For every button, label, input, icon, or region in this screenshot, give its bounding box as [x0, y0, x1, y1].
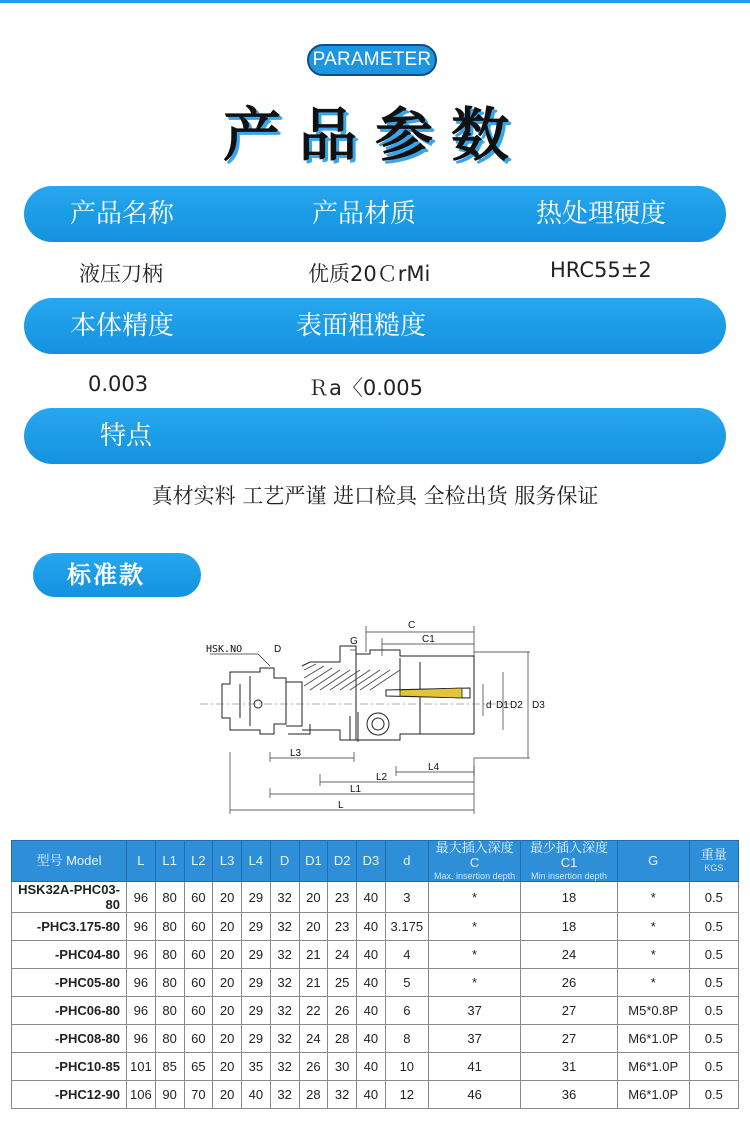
- label-hsk: HSK.NO: [206, 644, 243, 655]
- table-cell: M6*1.0P: [617, 1081, 689, 1109]
- header-main-label: D2: [333, 852, 351, 868]
- table-cell: 20: [213, 913, 242, 941]
- table-cell: M6*1.0P: [617, 1053, 689, 1081]
- table-cell: 40: [357, 882, 386, 913]
- table-cell: 20: [213, 1053, 242, 1081]
- table-cell: 29: [242, 969, 271, 997]
- band-label-product-name: 产品名称: [70, 199, 175, 229]
- table-cell: 101: [127, 1053, 156, 1081]
- table-row: [12, 1025, 739, 1053]
- label-c: C: [408, 620, 416, 631]
- table-cell: 4: [385, 941, 428, 969]
- table-cell: 80: [155, 941, 184, 969]
- table-header-cell: [385, 841, 428, 882]
- table-cell: 0.5: [689, 1053, 738, 1081]
- value-precision: 0.003: [88, 372, 149, 396]
- table-cell: 85: [155, 1053, 184, 1081]
- table-cell: 32: [270, 941, 299, 969]
- model-cell: -PHC3.175-80: [12, 913, 127, 941]
- table-cell: 0.5: [689, 1081, 738, 1109]
- table-cell: 37: [428, 1025, 520, 1053]
- label-d2: D2: [510, 700, 523, 711]
- value-material: 优质20ＣrMi: [308, 262, 431, 286]
- table-cell: 24: [521, 941, 618, 969]
- value-product-name: 液压刀柄: [79, 262, 163, 286]
- table-cell: 3: [385, 882, 428, 913]
- table-header-cell: [155, 841, 184, 882]
- table-cell: 46: [428, 1081, 520, 1109]
- table-cell: 29: [242, 913, 271, 941]
- table-cell: 25: [328, 969, 357, 997]
- table-cell: 32: [270, 969, 299, 997]
- table-cell: 26: [328, 997, 357, 1025]
- table-cell: 106: [127, 1081, 156, 1109]
- band-label-roughness: 表面粗糙度: [296, 311, 427, 341]
- table-cell: 80: [155, 1025, 184, 1053]
- table-cell: 80: [155, 913, 184, 941]
- spec-band-3: [24, 408, 726, 464]
- table-cell: 40: [242, 1081, 271, 1109]
- band-label-material: 产品材质: [312, 199, 417, 229]
- table-cell: 32: [270, 1025, 299, 1053]
- table-cell: *: [617, 969, 689, 997]
- table-cell: 18: [521, 913, 618, 941]
- table-cell: 31: [521, 1053, 618, 1081]
- table-cell: 65: [184, 1053, 213, 1081]
- table-row: [12, 997, 739, 1025]
- table-cell: 23: [328, 882, 357, 913]
- table-cell: 29: [242, 941, 271, 969]
- header-main-label: 最少插入深度 C1: [530, 840, 609, 870]
- table-cell: *: [428, 882, 520, 913]
- table-cell: 96: [127, 969, 156, 997]
- table-header-cell: [617, 841, 689, 882]
- page-title: 产品参数: [222, 101, 527, 169]
- table-cell: 96: [127, 997, 156, 1025]
- header-main-label: D1: [305, 852, 322, 868]
- table-cell: *: [428, 913, 520, 941]
- header-main-label: D: [279, 852, 290, 868]
- table-cell: 20: [213, 941, 242, 969]
- table-cell: 27: [521, 997, 618, 1025]
- table-cell: 60: [184, 913, 213, 941]
- table-cell: 5: [385, 969, 428, 997]
- table-cell: 60: [184, 969, 213, 997]
- spec-band-2: [24, 298, 726, 354]
- table-cell: 37: [428, 997, 520, 1025]
- table-cell: 24: [328, 941, 357, 969]
- table-cell: M6*1.0P: [617, 1025, 689, 1053]
- label-d-small: D: [274, 644, 282, 655]
- label-l3: L3: [290, 748, 302, 759]
- header-sub-label: Min insertion depth: [531, 870, 608, 881]
- label-l4: L4: [428, 762, 440, 773]
- table-header-cell: [184, 841, 213, 882]
- table-cell: 96: [127, 941, 156, 969]
- table-cell: 20: [299, 913, 328, 941]
- table-cell: *: [617, 913, 689, 941]
- header-main-label: 重量: [700, 847, 727, 863]
- table-header-cell: [328, 841, 357, 882]
- table-cell: 24: [299, 1025, 328, 1053]
- table-cell: 40: [357, 969, 386, 997]
- table-cell: 12: [385, 1081, 428, 1109]
- table-cell: 40: [357, 997, 386, 1025]
- label-c1: C1: [422, 634, 435, 645]
- model-cell: -PHC05-80: [12, 969, 127, 997]
- table-cell: 96: [127, 882, 156, 913]
- table-cell: 96: [127, 913, 156, 941]
- model-cell: -PHC06-80: [12, 997, 127, 1025]
- model-cell: -PHC04-80: [12, 941, 127, 969]
- table-cell: *: [617, 941, 689, 969]
- header-sub-label: KGS: [704, 863, 724, 874]
- header-main-label: 型号 Model: [36, 852, 102, 868]
- parameter-badge: PARAMETER: [307, 44, 437, 76]
- table-header-cell: [213, 841, 242, 882]
- model-cell: HSK32A-PHC03-80: [12, 882, 127, 913]
- band-label-precision: 本体精度: [70, 311, 175, 341]
- header-main-label: L3: [219, 852, 235, 868]
- table-header-cell: [270, 841, 299, 882]
- table-cell: 40: [357, 1053, 386, 1081]
- table-header-cell: [12, 841, 127, 882]
- table-cell: 18: [521, 882, 618, 913]
- table-cell: 60: [184, 882, 213, 913]
- table-cell: 20: [213, 969, 242, 997]
- table-cell: 96: [127, 1025, 156, 1053]
- table-row: [12, 969, 739, 997]
- table-header-cell: [689, 841, 738, 882]
- table-cell: 22: [299, 997, 328, 1025]
- standard-model-badge: 标准款: [33, 553, 201, 597]
- table-cell: 32: [328, 1081, 357, 1109]
- value-roughness: Ｒa〈0.005: [308, 376, 423, 400]
- table-cell: 20: [213, 1081, 242, 1109]
- table-row: [12, 941, 739, 969]
- value-hardness: HRC55±2: [550, 258, 652, 282]
- table-cell: 32: [270, 1053, 299, 1081]
- table-body: [12, 882, 739, 1109]
- model-cell: -PHC10-85: [12, 1053, 127, 1081]
- table-cell: 28: [299, 1081, 328, 1109]
- label-l: L: [338, 800, 344, 811]
- table-cell: *: [428, 941, 520, 969]
- table-cell: 0.5: [689, 913, 738, 941]
- table-header-row: [12, 841, 739, 882]
- label-d: d: [486, 700, 492, 711]
- label-l1: L1: [350, 784, 362, 795]
- table-row: [12, 1081, 739, 1109]
- table-cell: 80: [155, 997, 184, 1025]
- model-cell: -PHC12-90: [12, 1081, 127, 1109]
- table-cell: 60: [184, 941, 213, 969]
- table-cell: 0.5: [689, 941, 738, 969]
- table-cell: 80: [155, 969, 184, 997]
- table-cell: 21: [299, 969, 328, 997]
- table-cell: 0.5: [689, 969, 738, 997]
- table-header-cell: [299, 841, 328, 882]
- table-cell: 40: [357, 913, 386, 941]
- table-cell: 20: [299, 882, 328, 913]
- spec-band-1: [24, 186, 726, 242]
- table-cell: 21: [299, 941, 328, 969]
- table-cell: 30: [328, 1053, 357, 1081]
- table-cell: 40: [357, 941, 386, 969]
- table-cell: 20: [213, 997, 242, 1025]
- table-cell: 80: [155, 882, 184, 913]
- label-d3: D3: [532, 700, 545, 711]
- table-cell: 90: [155, 1081, 184, 1109]
- label-g: G: [350, 636, 358, 647]
- table-cell: 60: [184, 997, 213, 1025]
- table-cell: *: [617, 882, 689, 913]
- table-cell: 32: [270, 1081, 299, 1109]
- table-cell: 8: [385, 1025, 428, 1053]
- table-cell: M5*0.8P: [617, 997, 689, 1025]
- features-text: 真材实料 工艺严谨 进口检具 全检出货 服务保证: [151, 484, 599, 508]
- table-cell: 3.175: [385, 913, 428, 941]
- table-cell: 32: [270, 882, 299, 913]
- header-main-label: L4: [248, 852, 264, 868]
- spec-table: [11, 840, 739, 1109]
- table-cell: 41: [428, 1053, 520, 1081]
- table-cell: 0.5: [689, 997, 738, 1025]
- table-cell: 0.5: [689, 1025, 738, 1053]
- header-main-label: L2: [191, 852, 206, 868]
- table-cell: 70: [184, 1081, 213, 1109]
- tool-holder-drawing: [200, 612, 550, 824]
- header-main-label: L1: [162, 852, 177, 868]
- table-cell: 35: [242, 1053, 271, 1081]
- header-main-label: 最大插入深度 C: [435, 840, 514, 870]
- table-cell: 28: [328, 1025, 357, 1053]
- table-header-cell: [521, 841, 618, 882]
- table-cell: 40: [357, 1025, 386, 1053]
- table-cell: 29: [242, 997, 271, 1025]
- table-cell: 6: [385, 997, 428, 1025]
- header-main-label: d: [403, 852, 411, 868]
- label-d1: D1: [496, 700, 509, 711]
- table-header-cell: [428, 841, 520, 882]
- header-sub-label: Max. insertion depth: [434, 870, 516, 881]
- table-cell: 40: [357, 1081, 386, 1109]
- table-cell: 10: [385, 1053, 428, 1081]
- table-cell: 26: [299, 1053, 328, 1081]
- table-cell: 20: [213, 1025, 242, 1053]
- table-header-cell: [242, 841, 271, 882]
- header-main-label: L: [137, 852, 145, 868]
- top-accent-line: [0, 0, 750, 3]
- table-cell: 60: [184, 1025, 213, 1053]
- table-cell: 32: [270, 913, 299, 941]
- model-cell: -PHC08-80: [12, 1025, 127, 1053]
- table-cell: 23: [328, 913, 357, 941]
- table-header-cell: [357, 841, 386, 882]
- table-row: [12, 913, 739, 941]
- header-main-label: D3: [362, 852, 380, 868]
- table-cell: 26: [521, 969, 618, 997]
- band-label-hardness: 热处理硬度: [536, 199, 667, 229]
- header-main-label: G: [648, 852, 659, 868]
- table-cell: 29: [242, 1025, 271, 1053]
- label-l2: L2: [376, 772, 388, 783]
- table-cell: 29: [242, 882, 271, 913]
- table-cell: *: [428, 969, 520, 997]
- table-header-cell: [127, 841, 156, 882]
- table-cell: 20: [213, 882, 242, 913]
- band-label-features: 特点: [100, 421, 153, 451]
- table-row: [12, 1053, 739, 1081]
- table-row: [12, 882, 739, 913]
- table-cell: 32: [270, 997, 299, 1025]
- table-cell: 36: [521, 1081, 618, 1109]
- table-cell: 27: [521, 1025, 618, 1053]
- table-cell: 0.5: [689, 882, 738, 913]
